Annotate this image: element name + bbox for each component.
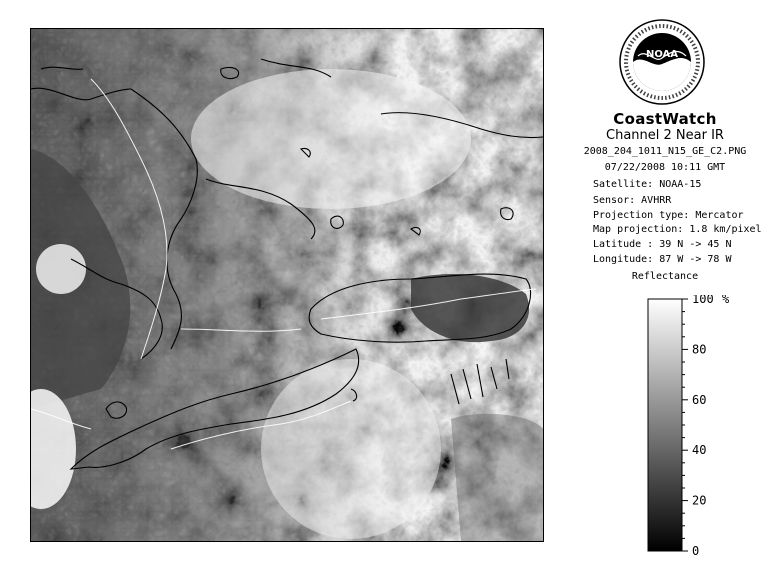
longitude-label: Longitude: 87 W -> 78 W — [593, 254, 732, 265]
colorbar-ticks — [682, 295, 714, 557]
channel-title: Channel 2 Near IR — [606, 128, 724, 143]
colorbar-tick-label: 100 — [692, 295, 714, 306]
datetime-label: 07/22/2008 10:11 GMT — [604, 162, 726, 173]
satellite-image-render — [31, 29, 543, 541]
projection-type-label: Projection type: Mercator — [593, 210, 744, 221]
satellite-image — [30, 28, 544, 542]
colorbar-tick-label: 80 — [692, 342, 707, 357]
colorbar-tick-label: 60 — [692, 392, 707, 407]
noaa-logo — [618, 18, 706, 106]
colorbar-unit: % — [722, 295, 730, 306]
colorbar-title: Reflectance — [631, 271, 699, 282]
colorbar-tick-label: 40 — [692, 443, 707, 458]
colorbar-tick-label: 20 — [692, 493, 707, 508]
brand-title: CoastWatch — [613, 110, 717, 128]
colorbar-gradient — [648, 299, 682, 551]
latitude-label: Latitude : 39 N -> 45 N — [593, 239, 732, 250]
filename-label: 2008_204_1011_N15_GE_C2.PNG — [583, 146, 747, 157]
reflectance-colorbar — [640, 295, 760, 557]
sensor-label: Sensor: AVHRR — [593, 195, 672, 206]
logo-center-text: NOAA — [645, 49, 679, 60]
map-projection-label: Map projection: 1.8 km/pixel — [593, 224, 762, 235]
colorbar-tick-label: 0 — [692, 544, 700, 557]
satellite-label: Satellite: NOAA-15 — [593, 179, 702, 190]
